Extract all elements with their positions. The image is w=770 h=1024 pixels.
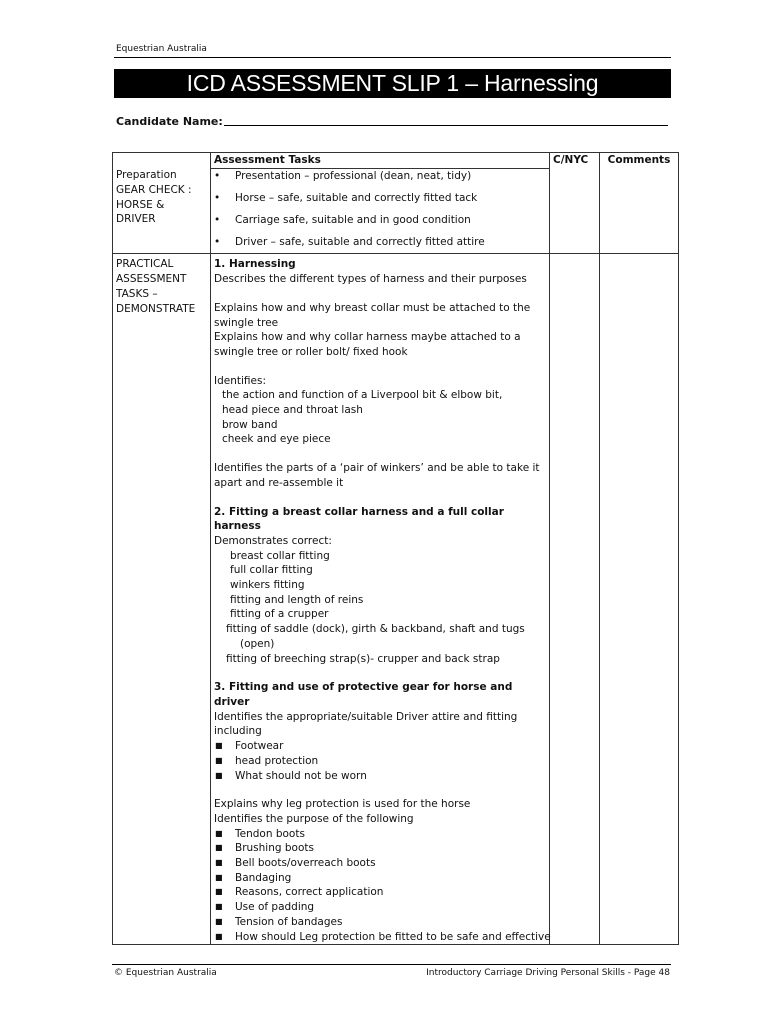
- page-title: ICD ASSESSMENT SLIP 1 – Harnessing: [114, 69, 671, 98]
- spacer: [214, 447, 546, 461]
- attire-item: [214, 739, 546, 754]
- prep-label-line: Preparation: [116, 169, 177, 182]
- demonstrate-item: fitting of a crupper: [230, 608, 329, 621]
- prep-tasks-cell: [211, 168, 550, 254]
- identify-item: head piece and throat lash: [222, 404, 363, 417]
- prep-label-line: GEAR CHECK :: [116, 183, 192, 196]
- protection-item-text: Bandaging: [235, 871, 292, 884]
- task-text: Identifies:: [214, 374, 266, 387]
- header-org: Equestrian Australia: [116, 44, 207, 54]
- task-text: Identifies the parts of a ‘pair of winkers’ and be able to take it apart and re-assemble it: [214, 462, 540, 489]
- demonstrate-item: full collar fitting: [230, 564, 313, 577]
- protection-item-text: Tension of bandages: [235, 915, 343, 928]
- bullet-icon: •: [214, 235, 221, 248]
- square-bullet-icon: ■: [215, 916, 223, 926]
- protection-item-text: How should Leg protection be fitted to be safe and effective: [235, 930, 551, 943]
- square-bullet-icon: ■: [215, 858, 223, 868]
- demonstrate-item: fitting of saddle (dock), girth & backband, shaft and tugs: [226, 623, 525, 636]
- demonstrate-item: winkers fitting: [230, 579, 305, 592]
- protection-item-text: Use of padding: [235, 901, 315, 914]
- task-text: Identifies the appropriate/suitable Driver attire and fitting including: [214, 710, 518, 738]
- comments-cell[interactable]: [600, 254, 679, 945]
- identify-item: brow band: [222, 418, 278, 431]
- task-text: Demonstrates correct:: [214, 534, 332, 547]
- protection-item-text: Tendon boots: [235, 827, 305, 840]
- protection-item: [214, 841, 546, 856]
- prep-item-text: Horse – safe, suitable and correctly fitted tack: [235, 191, 478, 204]
- cnyc-cell[interactable]: [550, 254, 600, 945]
- attire-item-text: Footwear: [235, 740, 284, 753]
- prep-item: [214, 235, 546, 250]
- col-header-tasks: Assessment Tasks: [211, 153, 550, 169]
- section-heading-fitting: 2. Fitting a breast collar harness and a full collar harness: [214, 505, 504, 533]
- demonstrate-item: breast collar fitting: [230, 549, 330, 562]
- attire-item: [214, 754, 546, 769]
- demonstrate-item: fitting of breeching strap(s)- crupper and back strap: [226, 652, 500, 665]
- square-bullet-icon: ■: [215, 931, 223, 941]
- prep-item: [214, 169, 546, 191]
- attire-item-text: head protection: [235, 754, 319, 767]
- protection-item: [214, 827, 546, 842]
- bullet-icon: •: [214, 213, 221, 226]
- header-rule: [114, 57, 671, 58]
- prep-item: [214, 191, 546, 213]
- prep-item-text: Carriage safe, suitable and in good condition: [235, 213, 471, 226]
- protection-item: [214, 871, 546, 886]
- prep-item-text: Presentation – professional (dean, neat, tidy): [235, 169, 472, 182]
- square-bullet-icon: ■: [215, 770, 223, 780]
- spacer: [214, 360, 546, 374]
- section-heading-harnessing: 1. Harnessing: [214, 258, 296, 271]
- spacer: [214, 287, 546, 301]
- practical-label-line: ASSESSMENT: [116, 273, 187, 286]
- square-bullet-icon: ■: [215, 741, 223, 751]
- demonstrate-item: fitting and length of reins: [230, 593, 364, 606]
- assessment-table: [112, 152, 679, 945]
- col-header-comments: Comments: [600, 153, 679, 254]
- prep-item: [214, 213, 546, 235]
- bullet-icon: •: [214, 169, 221, 182]
- practical-label-line: DEMONSTRATE: [116, 302, 196, 315]
- protection-item: [214, 856, 546, 871]
- practical-label-line: TASKS –: [116, 287, 158, 300]
- protection-item: [214, 915, 546, 930]
- attire-item-text: What should not be worn: [235, 769, 367, 782]
- task-text: Explains how and why collar harness maybe attached to a swingle tree or roller bolt/ fixed hook: [214, 331, 521, 358]
- col-header-cnyc: C/NYC: [550, 153, 600, 254]
- prep-label-line: HORSE &: [116, 198, 165, 211]
- task-text: Describes the different types of harness and their purposes: [214, 273, 527, 286]
- footer-copyright: © Equestrian Australia: [114, 968, 217, 978]
- identify-item: cheek and eye piece: [222, 433, 331, 446]
- square-bullet-icon: ■: [215, 872, 223, 882]
- square-bullet-icon: ■: [215, 828, 223, 838]
- prep-item-text: Driver – safe, suitable and correctly fitted attire: [235, 235, 485, 248]
- square-bullet-icon: ■: [215, 755, 223, 765]
- practical-row: [113, 254, 679, 945]
- footer-page-info: Introductory Carriage Driving Personal Skills - Page 48: [426, 968, 670, 978]
- spacer: [214, 491, 546, 505]
- candidate-label: Candidate Name:: [116, 115, 223, 128]
- header-blank-cell: [113, 153, 211, 169]
- square-bullet-icon: ■: [215, 902, 223, 912]
- practical-tasks-cell: [211, 254, 550, 945]
- prep-label-line: DRIVER: [116, 213, 156, 226]
- bullet-icon: •: [214, 191, 221, 204]
- spacer: [214, 666, 546, 680]
- identify-item: the action and function of a Liverpool bit & elbow bit,: [222, 389, 503, 402]
- protection-item: [214, 930, 551, 945]
- protection-item: [214, 885, 546, 900]
- protection-item: [214, 900, 546, 915]
- task-text: Explains why leg protection is used for the horse: [214, 798, 471, 811]
- attire-item: [214, 769, 546, 784]
- candidate-name-field: [116, 114, 668, 128]
- demonstrate-item: (open): [240, 637, 275, 650]
- footer-rule: [112, 964, 671, 965]
- square-bullet-icon: ■: [215, 843, 223, 853]
- section-heading-protective: 3. Fitting and use of protective gear for horse and driver: [214, 681, 513, 708]
- protection-item-text: Reasons, correct application: [235, 886, 384, 899]
- task-text: Explains how and why breast collar must be attached to the swingle tree: [214, 301, 531, 329]
- prep-label-cell: [113, 168, 211, 254]
- spacer: [214, 783, 546, 797]
- protection-item-text: Bell boots/overreach boots: [235, 857, 376, 870]
- square-bullet-icon: ■: [215, 887, 223, 897]
- practical-label-line: PRACTICAL: [116, 258, 174, 271]
- table-header-row: [113, 153, 679, 169]
- protection-item-text: Brushing boots: [235, 842, 314, 855]
- candidate-name-line[interactable]: [224, 114, 668, 126]
- task-text: Identifies the purpose of the following: [214, 812, 414, 825]
- practical-label-cell: [113, 254, 211, 945]
